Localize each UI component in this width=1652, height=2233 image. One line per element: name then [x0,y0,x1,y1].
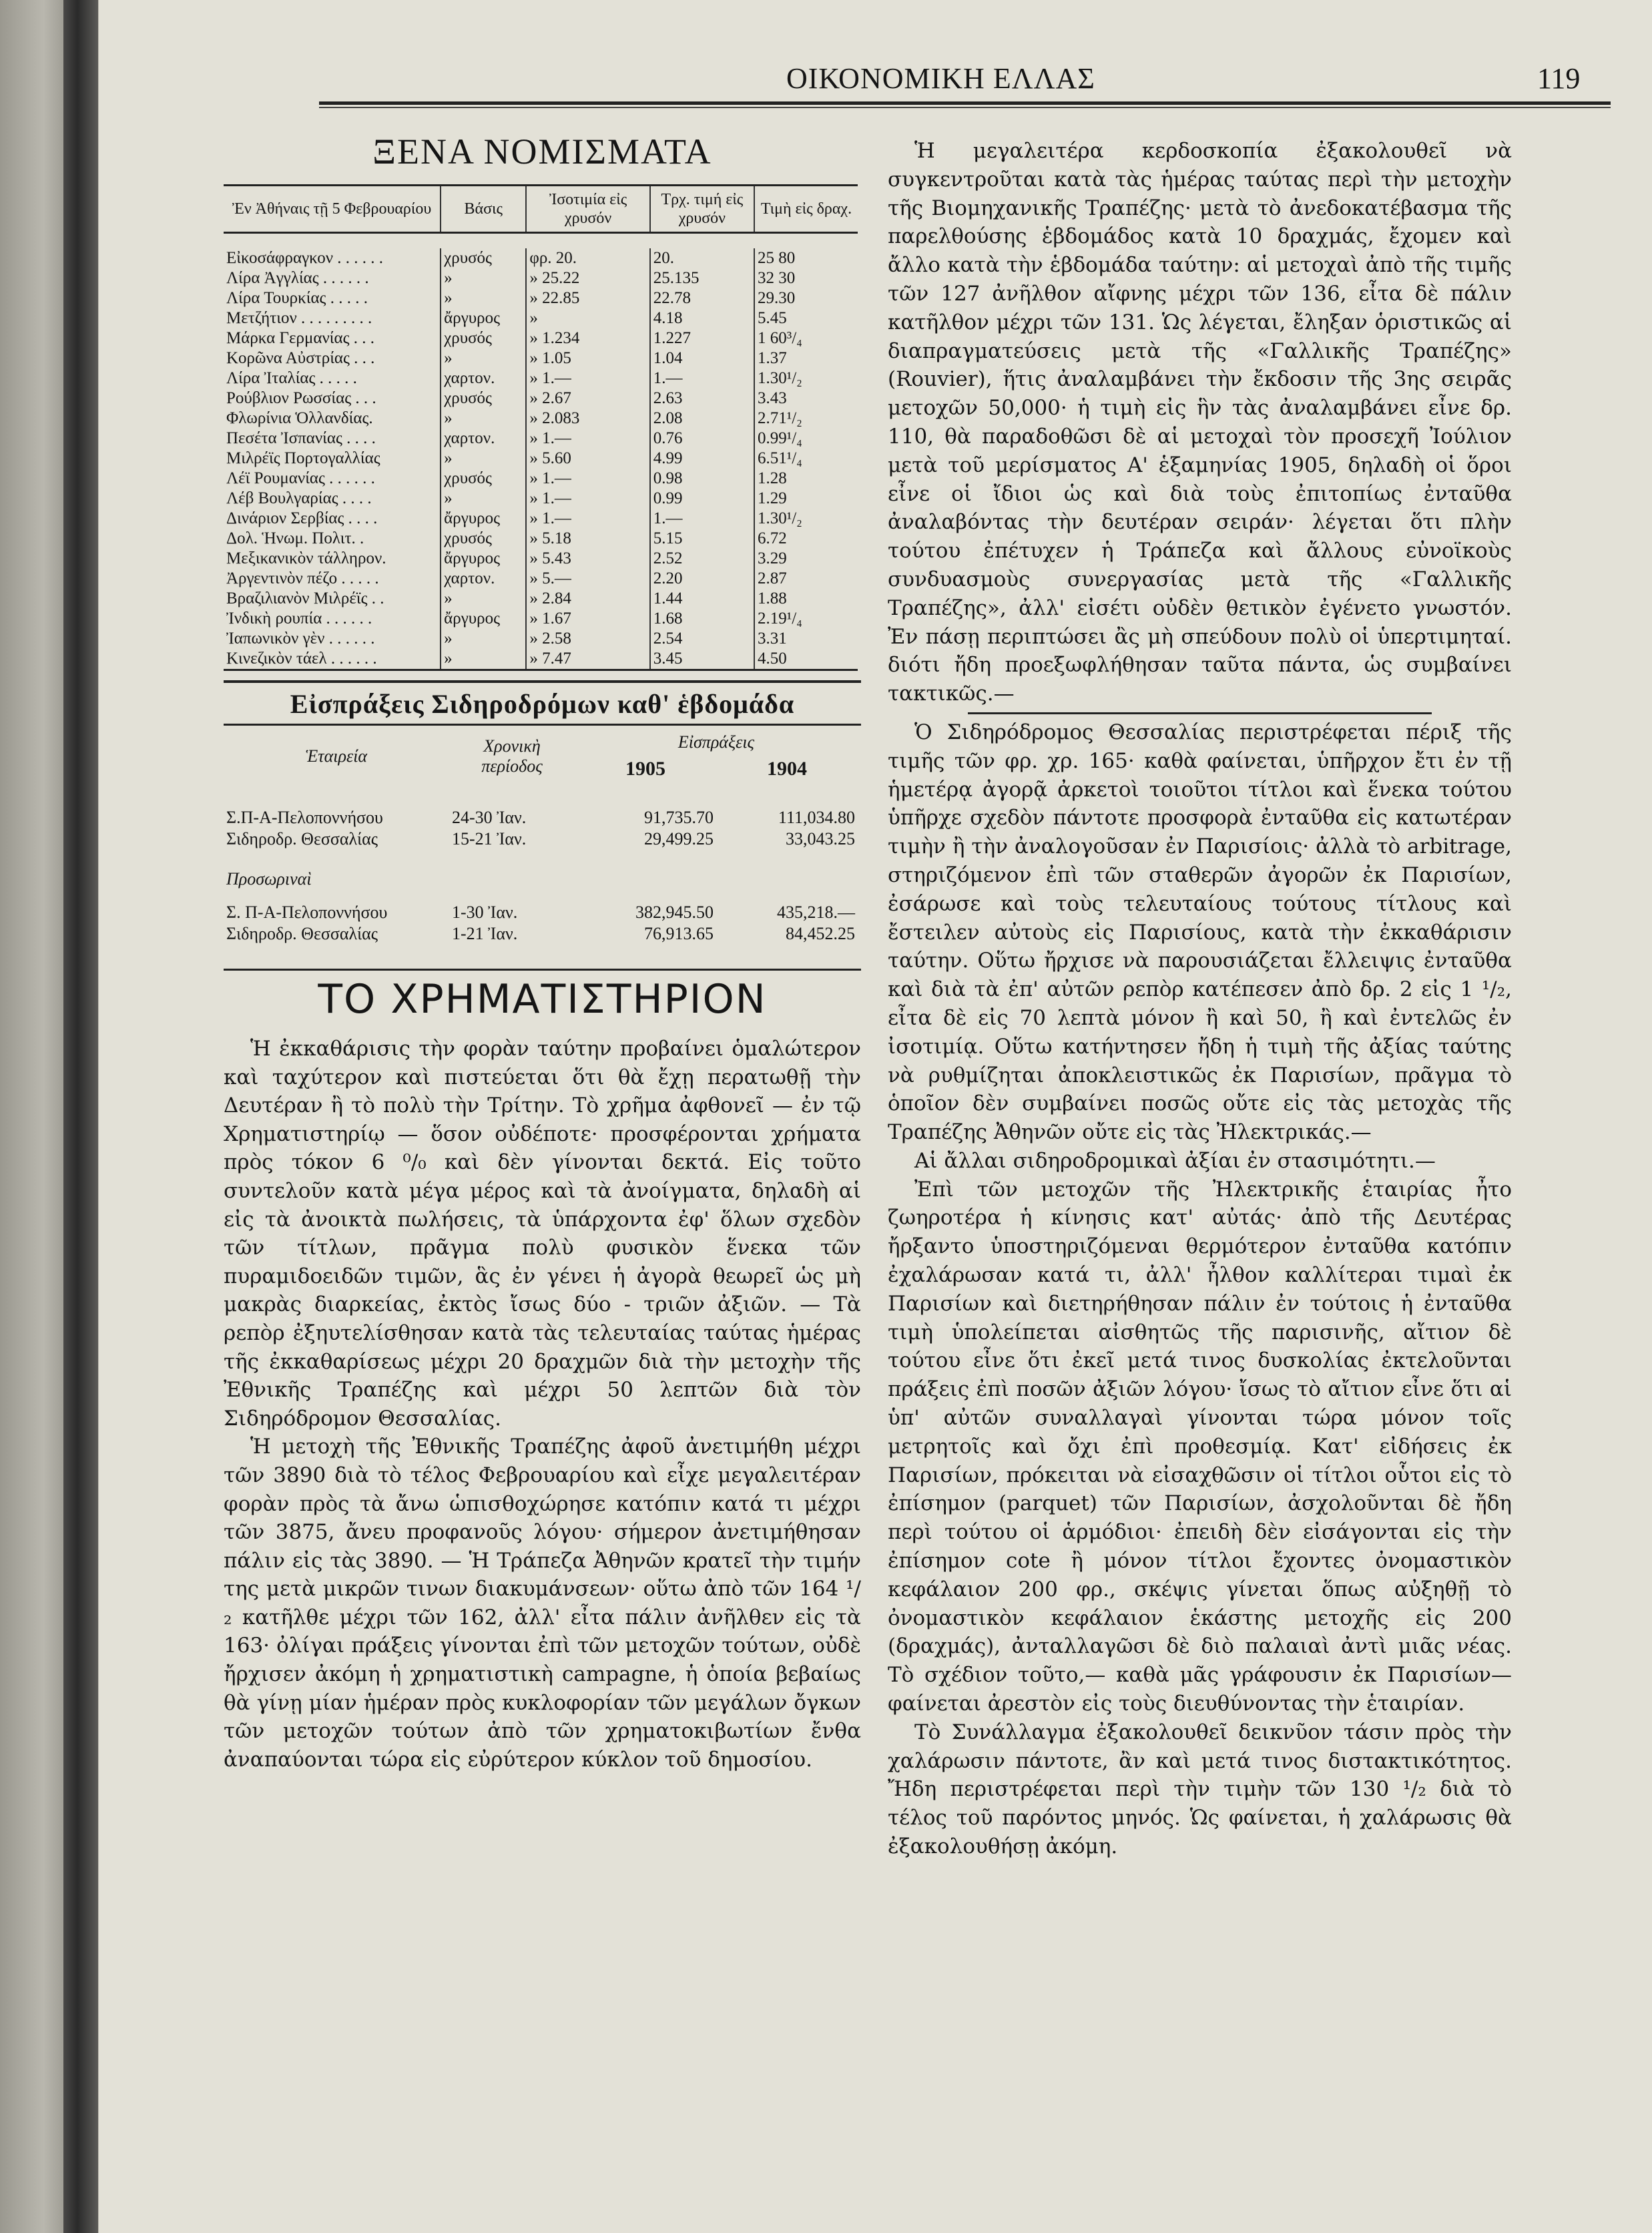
fx-basis: » [441,649,526,670]
fx-price: 1.29 [754,489,858,509]
fx-currency: Δολ. Ἡνωμ. Πολιτ. . [226,529,364,547]
rev-company: Σιδηροδρ. Θεσσαλίας [226,924,378,943]
table-row [224,308,858,328]
rev-table-body [224,783,858,945]
fx-currency: Λέβ Βουλγαρίας . . . . [226,489,372,507]
fx-basis: » [441,489,526,509]
table-row [224,509,858,529]
fx-current: 5.15 [650,529,754,549]
rev-period: 1-30 Ἰαν. [452,903,518,922]
fx-basis: χαρτον. [441,368,526,389]
fx-price: 1.37 [754,348,858,368]
fx-basis: » [441,268,526,288]
fx-currency: Βραζιλιανὸν Μιλρέϊς . . [226,589,384,607]
fx-current: 1.— [650,368,754,389]
fx-current: 1.227 [650,328,754,348]
table-row [224,328,858,348]
fx-parity: » 25.22 [526,268,649,288]
exchange-section-title: ΤΟ ΧΡΗΜΑΤΙΣΤΗΡΙΟΝ [224,969,861,1023]
electric-company-paragraph: Ἐπὶ τῶν μετοχῶν τῆς Ἠλεκτρικῆς ἑταιρίας ἦτο ζωηροτέρα ἡ κίνησις κατ' αὐτάς· ἀπὸ τῆς Δευτέρας ἤρξαντο ὑποστηριζόμεναι θερμότερον ἐνταῦθα κατόπιν ἐχαλάρωσαν κατά τι, ἀλλ' ἦλθον καλλίτεραι τιμαὶ ἐκ Παρισίων καὶ διετηρήθησαν πάλιν ἐν τούτοις ἡ ἐνταῦθα τιμὴ ὑπολείπεται αἰσθητῶς τῆς παρισινῆς, αἴτιον δὲ τούτου εἶνε ὅτι ἐκεῖ μετά τινος δυσκολίας ἐκτελοῦνται πράξεις ἐπὶ ποσῶν ἀξιῶν λόγου· ἴσως τὸ αἴτιον εἶνε ὅτι αἱ ὑπ' αὐτῶν συναλλαγαὶ γίνονται τώρα μόνον τοῖς μετρητοῖς καὶ ὄχι ἐπὶ προθεσμίᾳ. Κατ' εἰδήσεις ἐκ Παρισίων, πρόκειται νὰ εἰσαχθῶσιν οἱ τίτλοι οὗτοι εἰς τὸ ἐπίσημον (parquet) τῶν Παρισίων, ἀσχολοῦνται δὲ ἤδη περὶ τούτου οἱ ἁρμόδιοι· ἐπειδὴ δὲν εἰσάγονται εἰς τὴν ἐπίσημον cote ἢ μόνον τίτλοι ἔχοντες ὀνομαστικὸν κεφάλαιον 200 φρ., σκέψις γίνεται ὅπως αὐξηθῇ τὸ ὀνομαστικὸν κεφάλαιον ἑκάστης μετοχῆς εἰς 200 (δραχμάς), ἀνταλλαγῶσι δὲ διὸ παλαιαὶ ἀντὶ μιᾶς νέας. Τὸ σχέδιον τοῦτο,— καθὰ μᾶς γράφουσιν ἐκ Παρισίων— φαίνεται ἀρεστὸν εἰς τοὺς διευθύνοντας τὴν ἑταιρίαν. [888,1177,1512,1716]
fx-price: 1.88 [754,589,858,609]
fx-currency: Εἰκοσάφραγκον . . . . . . [226,249,384,267]
table-row [224,389,858,409]
fx-parity: » 2.083 [526,409,649,429]
rev-company: Σ. Π-Α-Πελοποννήσου [226,903,388,922]
fx-basis: » [441,348,526,368]
book-spine-shadow [63,0,98,2233]
fx-parity: » 1.— [526,469,649,489]
fx-current: 2.63 [650,389,754,409]
rev-1905: 76,913.65 [644,924,714,943]
right-column [888,137,1512,1861]
fx-basis: ἄργυρος [441,509,526,529]
fx-basis: χρυσός [441,469,526,489]
exchange-rate-paragraph: Τὸ Συνάλλαγμα ἐξακολουθεῖ δεικνῦον τάσιν πρὸς τὴν χαλάρωσιν πάντοτε, ἂν καὶ μετά τινος διστακτικότητος. Ἤδη περιστρέφεται περὶ τὴν τιμὴν τῶν 130 ¹/₂ διὰ τὸ τέλος τοῦ παρόντος μηνός. Ὡς φαίνεται, ἡ χαλάρωσις θὰ ἐξακολουθήσῃ ἀκόμη. [888,1720,1512,1859]
fx-basis: » [441,589,526,609]
rev-provisional-label: Προσωριναὶ [226,869,312,889]
fx-current: 1.— [650,509,754,529]
exchange-paragraph-1: Ἡ ἐκκαθάρισις τὴν φορὰν ταύτην προβαίνει ὁμαλώτερον καὶ ταχύτερον καὶ πιστεύεται ὅτι θὰ ἔχῃ περατωθῇ τὴν Δευτέραν ἢ τὸ πολὺ τὴν Τρίτην. Τὸ χρῆμα ἀφθονεῖ — ἐν τῷ Χρηματιστηρίῳ — ὅσον οὐδέποτε· προσφέρονται χρήματα πρὸς τόκον 6 ⁰/₀ καὶ δὲν γίνονται δεκτά. Εἰς τοῦτο συντελοῦν κατὰ μέγα μέρος καὶ τὰ ἀνοίγματα, δηλαδὴ αἱ εἰς τὰ ἀνοικτὰ πωλήσεις, τὰ ὑπάρχοντα ἐφ' ὅλων σχεδὸν τῶν τίτλων, πρᾶγμα πολὺ φυσικὸν ἕνεκα τῶν πυραμιδοειδῶν τιμῶν, ἃς ἐν γένει ἡ ἀγορὰ θεωρεῖ ὡς μὴ μακρὰς διαρκείας, ἐκτὸς ἴσως δύο - τριῶν ἀξιῶν. — Τὰ ρεπὸρ ἐξηυτελίσθησαν κατὰ τὰς τελευταίας ταύτας ἡμέρας τῆς ἐκκαθαρίσεως μέχρι 20 δραχμῶν διὰ τὴν μετοχὴν τῆς Ἐθνικῆς Τραπέζης καὶ μέχρι 50 λεπτῶν διὰ τὸν Σιδηρόδρομον Θεσσαλίας. [224,1037,861,1431]
table-row [224,629,858,649]
fx-header-parity: Ἰσοτιμία εἰς χρυσόν [526,186,649,233]
table-row [224,828,858,850]
fx-basis: χαρτον. [441,569,526,589]
fx-basis: » [441,629,526,649]
fx-price: 32 30 [754,268,858,288]
fx-current: 0.98 [650,469,754,489]
fx-currency: Ἰαπωνικὸν γὲν . . . . . . [226,630,375,648]
fx-currency: Μάρκα Γερμανίας . . . [226,329,374,347]
rev-company: Σ.Π-Α-Πελοποννήσου [226,808,383,827]
fx-current: 3.45 [650,649,754,670]
rev-header-company: Ἑταιρεία [305,746,368,766]
table-row [224,549,858,569]
fx-currency: Λίρα Ἰταλίας . . . . . [226,369,357,387]
fx-parity: » 2.58 [526,629,649,649]
fx-parity: » 1.67 [526,609,649,629]
fx-price: 2.71¹/₂ [754,409,858,429]
fx-parity: » 1.234 [526,328,649,348]
fx-basis: ἄργυρος [441,549,526,569]
fx-parity: » 1.— [526,509,649,529]
fx-basis: » [441,288,526,308]
table-row [224,489,858,509]
table-row [224,609,858,629]
rev-company: Σιδηροδρ. Θεσσαλίας [226,829,378,848]
fx-parity: » 1.05 [526,348,649,368]
fx-parity: » [526,308,649,328]
rev-1904: 33,043.25 [786,829,855,848]
table-row [224,348,858,368]
fx-price: 1.30¹/₂ [754,368,858,389]
left-column [224,127,861,1774]
fx-current: 25.135 [650,268,754,288]
fx-basis: » [441,449,526,469]
fx-basis: χρυσός [441,248,526,268]
fx-header-basis: Βάσις [441,186,526,233]
table-row [224,469,858,489]
fx-price: 2.19¹/₄ [754,609,858,629]
rev-1904: 84,452.25 [786,924,855,943]
fx-current: 2.54 [650,629,754,649]
fx-currency: Μιλρέϊς Πορτογαλλίας [226,449,380,467]
fx-price: 6.72 [754,529,858,549]
fx-price: 2.87 [754,569,858,589]
fx-parity: » 5.43 [526,549,649,569]
table-row [224,569,858,589]
fx-current: 2.20 [650,569,754,589]
fx-table-body [224,233,858,670]
table-row [224,923,858,945]
fx-current: 20. [650,248,754,268]
fx-price: 1.30¹/₂ [754,509,858,529]
fx-current: 1.44 [650,589,754,609]
fx-current: 1.04 [650,348,754,368]
fx-currency: Ρούβλιον Ρωσσίας . . . [226,389,376,407]
rev-1904: 111,034.80 [778,808,855,827]
fx-current: 0.99 [650,489,754,509]
fx-price: 1.28 [754,469,858,489]
fx-currency: Κορῶνα Αὐστρίας . . . [226,349,375,367]
fx-parity: » 5.18 [526,529,649,549]
fx-currency: Ἀργεντινὸν πέζο . . . . . [226,569,379,587]
fx-parity: » 1.— [526,429,649,449]
fx-current: 0.76 [650,429,754,449]
fx-header-price: Τιμὴ εἰς δραχ. [754,186,858,233]
table-row [224,902,858,923]
fx-price: 6.51¹/₄ [754,449,858,469]
fx-currency: Λίρα Τουρκίας . . . . . [226,289,368,307]
fx-parity: » 5.60 [526,449,649,469]
rev-header-revenue: Εἰσπράξεις [677,732,755,752]
table-row [224,368,858,389]
table-row [224,248,858,268]
paragraph-divider [968,712,1432,714]
revenues-section-title: Εἰσπράξεις Σιδηροδρόμων καθ' ἑβδομάδα [224,680,861,726]
rev-period: 1-21 Ἰαν. [452,924,518,943]
fx-header-date: Ἐν Ἀθήναις τῇ 5 Φεβρουαρίου [224,186,441,233]
table-row [224,268,858,288]
fx-currency: Μεξικανικὸν τάλληρον. [226,549,386,567]
rev-period: 24-30 Ἰαν. [452,808,527,827]
rev-1905: 382,945.50 [635,903,714,922]
fx-parity: » 7.47 [526,649,649,670]
fx-current: 22.78 [650,288,754,308]
table-row [224,409,858,429]
fx-price: 3.43 [754,389,858,409]
fx-basis: χρυσός [441,529,526,549]
rev-1905: 91,735.70 [644,808,714,827]
rev-1904: 435,218.— [777,903,855,922]
fx-current: 1.68 [650,609,754,629]
fx-currency: Δινάριον Σερβίας . . . . [226,509,378,527]
fx-currency: Λέϊ Ρουμανίας . . . . . . [226,469,375,487]
rev-period: 15-21 Ἰαν. [452,829,527,848]
table-row [224,850,858,890]
industrial-bank-paragraph: Ἡ μεγαλειτέρα κερδοσκοπία ἐξακολουθεῖ νὰ συγκεντροῦται κατὰ τὰς ἡμέρας ταύτας περὶ τὴν μετοχὴν τῆς Βιομηχανικῆς Τραπέζης· μετὰ τὸ ἀνεδοκατέβασμα τῆς παρελθούσης ἑβδομάδος κατὰ 10 δραχμάς, ἔχομεν καὶ ἄλλο κατὰ τὴν ἑβδομάδα ταύτην: αἱ μετοχαὶ ἀπὸ τῆς τιμῆς τῶν 127 ἀνῆλθον αἴφνης μέχρι τῶν 136, εἶτα δὲ πάλιν κατῆλθον μέχρι τῶν 131. Ὡς λέγεται, ἔληξαν ὁριστικῶς αἱ διαπραγματεύσεις μετὰ τῆς «Γαλλικῆς Τραπέζης» (Rouvier), ἥτις ἀναλαμβάνει τὴν ἔκδοσιν τῆς 3ης σειρᾶς μετοχῶν 50,000· ἡ τιμὴ εἰς ἣν τὰς ἀναλαμβάνει εἶνε δρ. 110, θὰ παραδοθῶσι δὲ αἱ μετοχαὶ τὸν προσεχῆ Ἰούλιον μετὰ τοῦ μερίσματος Α' ἑξαμηνίας 1905, δηλαδὴ οἱ ὅροι εἶνε οἱ ἴδιοι ὡς καὶ διὰ τοὺς ἐπιτοπίως ἐνταῦθα ἀναλαβόντας τὴν δευτέραν σειράν· λέγεται ὅτι πλὴν τούτου ἐπέτυχεν ἡ Τράπεζα καὶ ἄλλους εὐνοϊκοὺς συνδυασμοὺς συνεργασίας μετὰ τῆς «Γαλλικῆς Τραπέζης», ἀλλ' εἰσέτι οὐδὲν θετικὸν ἐγένετο γνωστόν. Ἐν πάσῃ περιπτώσει ἂς μὴ σπεύδουν πολὺ οἱ ὑπερτιμηταί. διότι ἤδη προεξωφλήθησαν ταῦτα πάντα, ὡς συμβαίνει τακτικῶς.— [888,139,1512,706]
fx-price: 3.29 [754,549,858,569]
fx-section-title: ΞΕΝΑ ΝΟΜΙΣΜΑΤΑ [372,132,712,172]
fx-currency: Φλωρίνια Ὁλλανδίας. [226,409,373,427]
fx-parity: » 1.— [526,368,649,389]
railway-revenues-table [224,730,858,945]
table-row [224,449,858,469]
fx-currency: Κινεζικὸν τάελ . . . . . . [224,649,441,670]
fx-parity: » 2.67 [526,389,649,409]
fx-price: 29.30 [754,288,858,308]
fx-current: 2.08 [650,409,754,429]
fx-basis: χαρτον. [441,429,526,449]
rev-1905: 29,499.25 [644,829,714,848]
fx-parity: » 5.— [526,569,649,589]
fx-header-current: Τρχ. τιμή εἰς χρυσόν [650,186,754,233]
rev-header-year-1904: 1904 [767,758,807,780]
fx-parity: » 2.84 [526,589,649,609]
table-row [224,807,858,828]
header-rule [319,101,1611,105]
fx-current: 2.52 [650,549,754,569]
fx-basis: χρυσός [441,389,526,409]
table-row [224,529,858,549]
fx-parity: » 22.85 [526,288,649,308]
table-row [224,589,858,609]
fx-basis: ἄργυρος [441,609,526,629]
exchange-paragraph-2: Ἡ μετοχὴ τῆς Ἐθνικῆς Τραπέζης ἀφοῦ ἀνετιμήθη μέχρι τῶν 3890 διὰ τὸ τέλος Φεβρουαρίου καὶ εἶχε μεγαλειτέραν φορὰν πρὸς τὰ ἄνω ὡπισθοχώρησε κατόπιν κατά τι μέχρι τῶν 3875, ἄνευ προφανοῦς λόγου· σήμερον ἀνετιμήθησαν πάλιν εἰς τὰς 3890. — Ἡ Τράπεζα Ἀθηνῶν κρατεῖ τὴν τιμήν της μετὰ μικρῶν τινων διακυμάνσεων· οὕτω ἀπὸ τῶν 164 ¹/₂ κατῆλθε μέχρι τῶν 162, ἀλλ' εἶτα πάλιν ἀνῆλθεν εἰς τὰ 163· ὀλίγαι πράξεις γίνονται ἐπὶ τῶν μετοχῶν τούτων, οὐδὲ ἤρχισεν ἀκόμη ἡ χρηματιστικὴ campagne, ἡ ὁποία βεβαίως θὰ γίνῃ μίαν ἡμέραν πρὸς κυκλοφορίαν τῶν μεγάλων ὄγκων τῶν μετοχῶν τούτων ἀπὸ τῶν χρηματοκιβωτίων ἔνθα ἀναπαύονται τώρα εἰς εὐρύτερον κύκλον τοῦ δημοσίου. [224,1435,861,1772]
fx-parity: φρ. 20. [526,248,649,268]
fx-price: 1 60³/₄ [754,328,858,348]
rev-header-period: Χρονικὴ περίοδος [481,736,543,776]
fx-parity: » 1.— [526,489,649,509]
foreign-currency-table [224,184,858,671]
rev-header-year-1905: 1905 [625,758,665,780]
fx-current: 4.18 [650,308,754,328]
fx-price: 3.31 [754,629,858,649]
fx-price: 0.99¹/₄ [754,429,858,449]
fx-currency: Πεσέτα Ἰσπανίας . . . . [226,429,376,447]
fx-basis: » [441,409,526,429]
fx-current: 4.99 [650,449,754,469]
running-head: ΟΙΚΟΝΟΜΙΚΗ ΕΛΛΑΣ [786,62,1095,95]
fx-basis: ἄργυρος [441,308,526,328]
fx-price: 25 80 [754,248,858,268]
table-row [224,429,858,449]
thessaly-railway-paragraph: Ὁ Σιδηρόδρομος Θεσσαλίας περιστρέφεται πέριξ τῆς τιμῆς τῶν φρ. χρ. 165· καθὰ φαίνεται, ὑπῆρχον ἔτι ἐν τῇ ἡμετέρᾳ ἀγορᾷ ἀρκετοὶ τοιοῦτοι τίτλοι καὶ ἕνεκα τούτου ὑπῆρχε σχεδὸν πάντοτε προσφορὰ ἐνταῦθα εἰς κατωτέραν τιμὴν ἢ τὴν ἀναλογοῦσαν ἐν Παρισίοις· ἀλλὰ τὸ arbitrage, στηριζόμενον ἐπὶ τῶν σταθερῶν ἀγορῶν ἐκ Παρισίων, ἐσάρωσε καὶ τοὺς τελευταίους τούτους τίτλους καὶ ἔστειλεν αὐτοὺς εἰς Παρισίους, κατὰ τὴν ἐκκαθάρισιν ταύτην. Οὕτω ἤρχισε νὰ παρουσιάζεται ἔλλειψις ἐνταῦθα καὶ διὰ τὰ ἐπ' αὐτῶν ρεπὸρ κατέπεσεν ἀπὸ δρ. 2 εἰς 1 ¹/₂, εἶτα δὲ εἰς 70 λεπτὰ μόνον ἢ καὶ 50, ἢ καὶ ἐντελῶς ἐν ἰσοτιμίᾳ. Οὕτω κατήντησεν ἤδη ἡ τιμὴ τῆς ἀξίας ταύτης νὰ ρυθμίζηται ἀποκλειστικῶς ἐκ Παρισίων, πρᾶγμα τὸ ὁποῖον δὲν συμβαίνει ποσῶς οὔτε εἰς τὰς μετοχὰς τῆς Τραπέζης Ἀθηνῶν οὔτε εἰς τὰς Ἠλεκτρικάς.— [888,720,1512,1145]
fx-currency: Λίρα Ἀγγλίας . . . . . . [226,269,369,287]
other-railway-paragraph: Αἱ ἄλλαι σιδηροδρομικαὶ ἀξίαι ἐν στασιμότητι.— [914,1148,1436,1173]
fx-price: 4.50 [754,649,858,670]
header-rule-thin [319,107,1611,108]
fx-price: 5.45 [754,308,858,328]
fx-currency: Μετζήτιον . . . . . . . . . [226,309,372,327]
table-row [224,288,858,308]
fx-basis: χρυσός [441,328,526,348]
table-row [224,649,858,670]
fx-currency: Ἰνδικὴ ρουπία . . . . . . [226,609,372,628]
page-number: 119 [1537,62,1581,95]
